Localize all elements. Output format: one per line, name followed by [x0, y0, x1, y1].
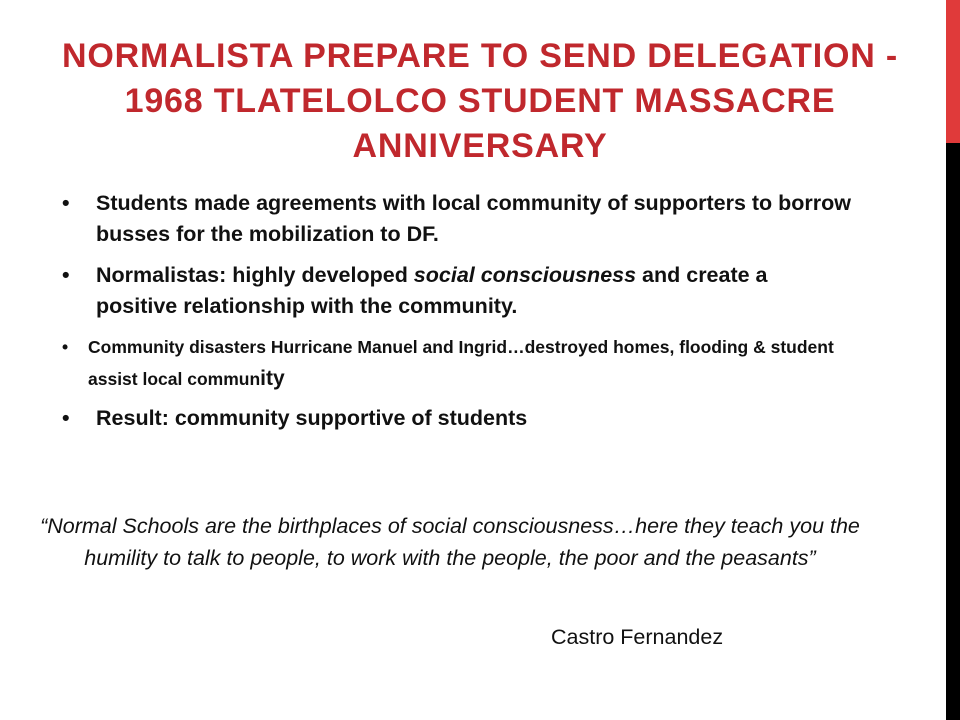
bullet-busses [62, 188, 852, 250]
bullet-disasters-main: Community disasters Hurricane Manuel and Ingrid…destroyed homes, flooding & student assist local commun [88, 337, 834, 389]
bullet-consciousness-emphasis: social consciousness [413, 263, 637, 287]
bullet-result [62, 403, 852, 434]
bullet-disasters [62, 332, 852, 395]
sidebar-accent-red [946, 0, 960, 143]
quote-text: “Normal Schools are the birthplaces of social consciousness…here they teach you the humility to talk to people, to work with the people, the poor and the peasants” [40, 514, 860, 570]
sidebar-accent-black [946, 143, 960, 720]
bullet-result-text: Result: community supportive of students [96, 406, 528, 430]
bullet-list [62, 188, 852, 444]
bullet-disasters-tail: ity [260, 367, 285, 390]
bullet-consciousness-before: Normalistas: highly developed [96, 263, 414, 287]
bullet-consciousness-after: and create a positive relationship with the community. [96, 263, 768, 318]
bullet-busses-text: Students made agreements with local community of supporters to borrow busses for the mobilization to DF. [96, 191, 851, 246]
slide-title: NORMALISTA PREPARE TO SEND DELEGATION - 1968 TLATELOLCO STUDENT MASSACRE ANNIVERSARY [62, 37, 898, 165]
bullet-consciousness [62, 260, 852, 322]
quote-author: Castro Fernandez [551, 625, 724, 649]
